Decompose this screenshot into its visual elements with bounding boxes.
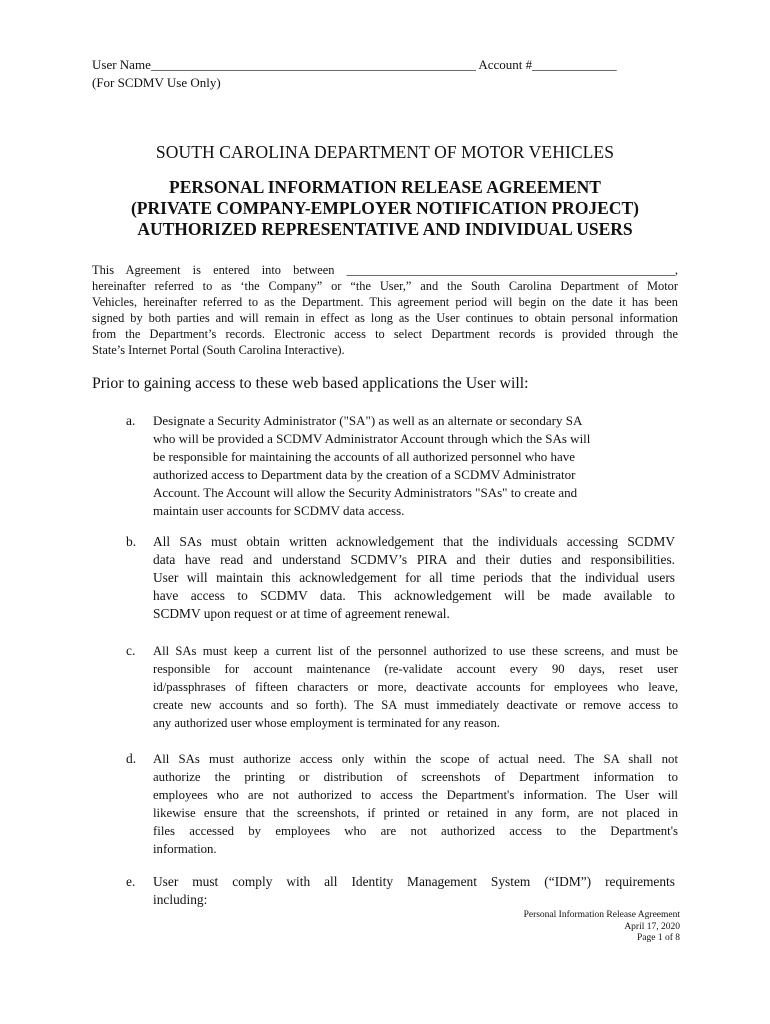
item-text	[153, 533, 675, 623]
item-line: including:	[153, 892, 208, 907]
agreement-title-line1: PERSONAL INFORMATION RELEASE AGREEMENT	[169, 177, 601, 197]
item-line: information.	[153, 842, 217, 856]
item-text	[153, 750, 678, 858]
item-letter: a.	[126, 413, 136, 428]
item-line: authorized access to Department data by the creation of a SCDMV Administrator	[153, 467, 576, 482]
item-text	[153, 642, 678, 732]
intro-line: Vehicles, hereinafter referred to as the Department. This agreement period will begin on the date it has been	[92, 295, 678, 309]
user-name-account-line: User Name__________________________________________________ Account #_____________	[92, 57, 617, 72]
item-line: SCDMV upon request or at time of agreement renewal.	[153, 606, 450, 621]
item-line: likewise ensure that the screenshots, if printed or retained in any form, are not placed in	[153, 806, 678, 820]
prior-heading: Prior to gaining access to these web based applications the User will:	[92, 375, 529, 392]
item-line: User will maintain this acknowledgement for all time periods that the individual users	[153, 570, 675, 585]
item-text	[153, 412, 678, 520]
item-line: All SAs must keep a current list of the personnel authorized to use these screens, and must be	[153, 644, 678, 658]
item-line: who will be provided a SCDMV Administrator Account through which the SAs will	[153, 431, 591, 446]
agreement-title-line3: AUTHORIZED REPRESENTATIVE AND INDIVIDUAL USERS	[137, 219, 633, 239]
department-title: SOUTH CAROLINA DEPARTMENT OF MOTOR VEHICLES	[155, 142, 615, 162]
page-footer	[524, 910, 680, 945]
item-line: have access to SCDMV data. This acknowledgement will be made available to	[153, 588, 675, 603]
item-line: Account. The Account will allow the Security Administrators "SAs" to create and	[153, 485, 578, 500]
item-line: be responsible for maintaining the accounts of all authorized personnel who have	[153, 449, 576, 464]
intro-paragraph	[92, 262, 678, 358]
intro-line: from the Department’s records. Electronic access to select Department records is provided through the	[92, 327, 678, 341]
item-line: employees who are not authorized to access the Department's information. The User will	[153, 788, 678, 802]
item-line: id/passphrases of fifteen characters or more, deactivate accounts for employees who leave,	[153, 680, 678, 694]
item-line: authorize the printing or distribution of screenshots of Department information to	[153, 770, 678, 784]
item-line: create new accounts and so forth). The SA must immediately deactivate or remove access to	[153, 698, 678, 712]
item-line: Designate a Security Administrator ("SA") as well as an alternate or secondary SA	[153, 413, 583, 428]
footer-page-number: Page 1 of 8	[636, 933, 680, 943]
intro-line: signed by both parties and will remain in effect as long as the User continues to obtain personal information	[92, 311, 678, 325]
item-letter: c.	[126, 643, 136, 658]
item-line: files accessed by employees who are not authorized access to the Department's	[153, 824, 678, 838]
intro-line: This Agreement is entered into between _____________________________________________________,	[92, 263, 678, 277]
item-line: data have read and understand SCDMV’s PIRA and their duties and responsibilities.	[153, 552, 675, 567]
intro-line: State’s Internet Portal (South Carolina Interactive).	[92, 343, 345, 357]
item-text	[153, 873, 675, 909]
footer-date: April 17, 2020	[624, 921, 680, 932]
item-line: maintain user accounts for SCDMV data access.	[153, 503, 405, 518]
item-line: User must comply with all Identity Management System (“IDM”) requirements	[153, 874, 675, 889]
item-line: All SAs must obtain written acknowledgement that the individuals accessing SCDMV	[153, 534, 675, 549]
item-letter: e.	[126, 874, 136, 889]
item-line: All SAs must authorize access only within the scope of actual need. The SA shall not	[153, 752, 678, 766]
footer-document-name: Personal Information Release Agreement	[523, 910, 680, 920]
item-letter: b.	[126, 534, 137, 549]
agreement-title-line2: (PRIVATE COMPANY-EMPLOYER NOTIFICATION PROJECT)	[130, 198, 639, 218]
intro-line: hereinafter referred to as ‘the Company” or “the User,” and the South Carolina Department of Motor	[92, 279, 678, 293]
item-line: any authorized user whose employment is terminated for any reason.	[153, 716, 500, 730]
item-letter: d.	[126, 751, 137, 766]
item-line: responsible for account maintenance (re-validate account every 90 days, reset user	[153, 662, 678, 676]
scdmv-use-only-note: (For SCDMV Use Only)	[92, 75, 221, 90]
